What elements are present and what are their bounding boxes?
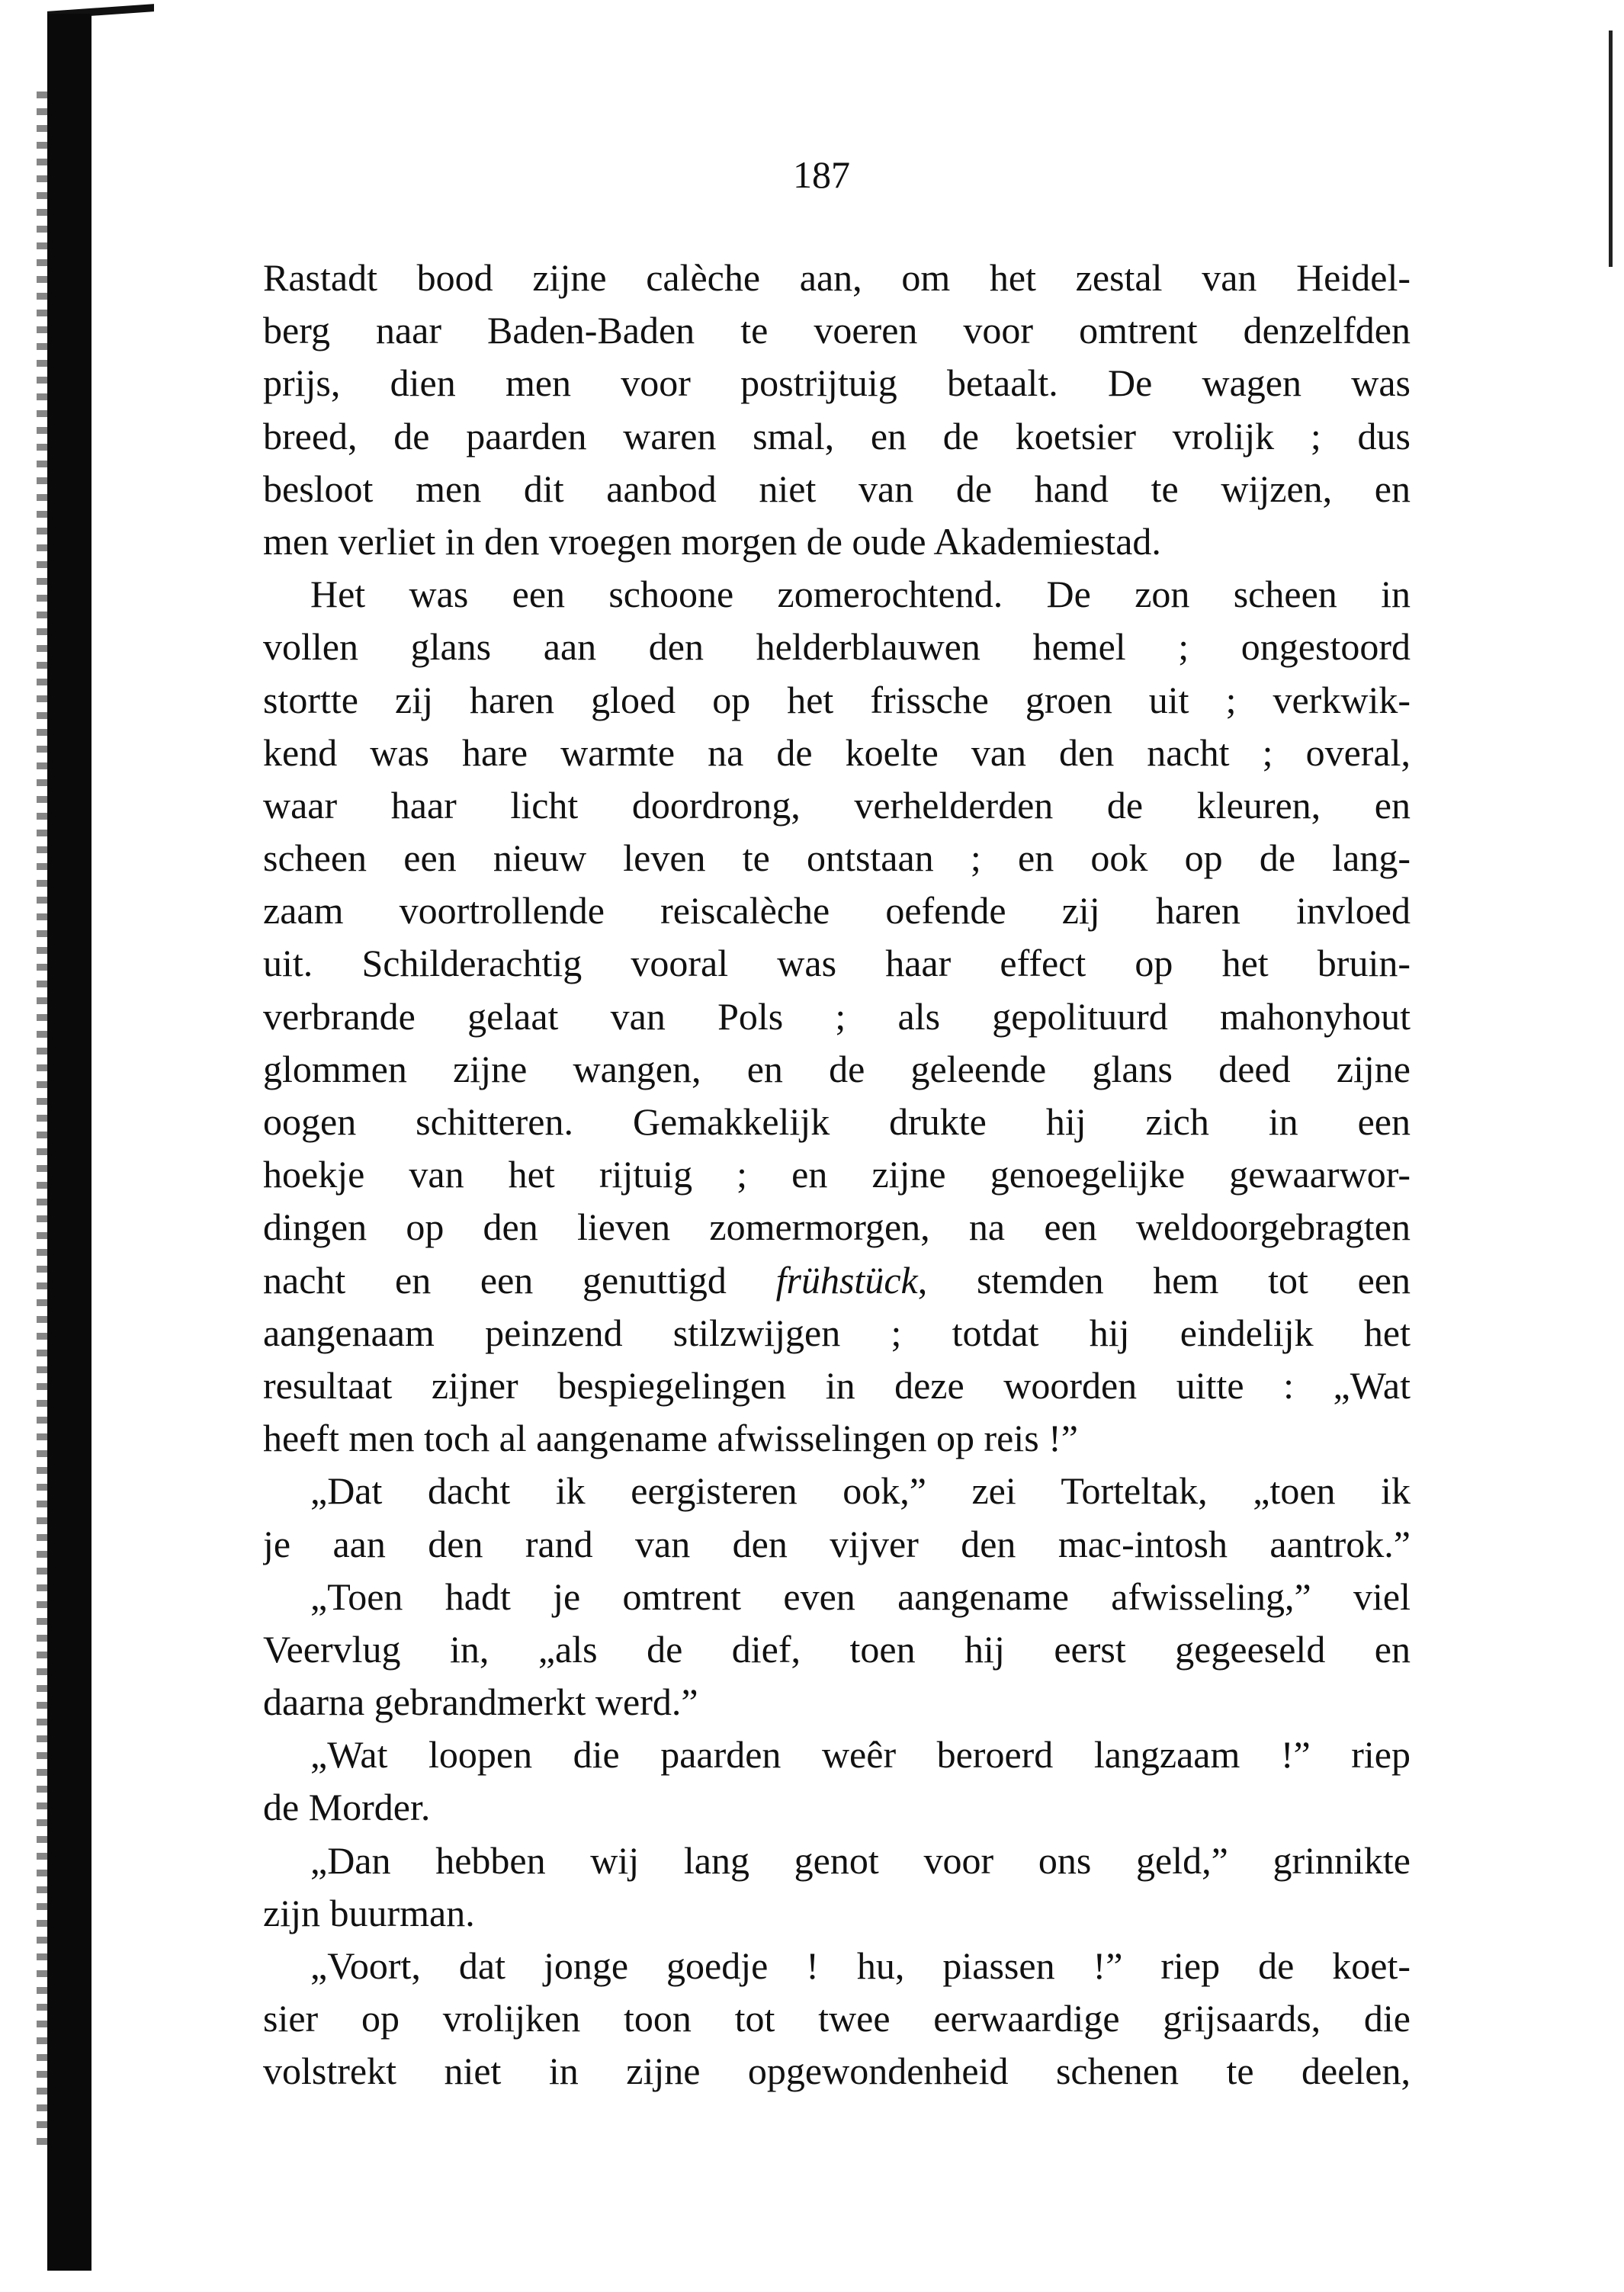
text-line-content: oogen schitteren. Gemakkelijk drukte hij zich in een bbox=[263, 1100, 1411, 1143]
text-line-content: men verliet in den vroegen morgen de oude Akademiestad. bbox=[263, 519, 1161, 563]
text-line bbox=[263, 463, 1411, 515]
text-line-content: zaam voortrollende reiscalèche oefende zij haren invloed bbox=[263, 889, 1411, 933]
text-line-content: volstrekt niet in zijne opgewondenheid schenen te deelen, bbox=[263, 2050, 1411, 2093]
text-line bbox=[263, 1307, 1411, 1359]
text-line-content: resultaat zijner bespiegelingen in deze woorden uitte : „Wat bbox=[263, 1363, 1411, 1407]
text-line bbox=[263, 357, 1411, 409]
text-line-content: waar haar licht doordrong, verhelderden de kleuren, en bbox=[263, 783, 1411, 827]
text-line-content: de Morder. bbox=[263, 1786, 431, 1829]
text-line-content: „Dan hebben wij lang genot voor ons geld,” grinnikte bbox=[310, 1838, 1411, 1882]
text-line-content: Veervlug in, „als de dief, toen hij eerst gegeeseld en bbox=[263, 1627, 1411, 1671]
text-line-content: scheen een nieuw leven te ontstaan ; en ook op de lang- bbox=[263, 836, 1411, 880]
text-line bbox=[263, 1887, 1411, 1940]
text-line bbox=[263, 568, 1411, 621]
text-line-content: prijs, dien men voor postrijtuig betaalt. De wagen was bbox=[263, 361, 1411, 405]
text-line-content: hoekje van het rijtuig ; en zijne genoegelijke gewaarwor- bbox=[263, 1153, 1411, 1196]
binding-edge bbox=[37, 91, 47, 2150]
body-text bbox=[263, 252, 1411, 2098]
text-line-content: dingen op den lieven zomermorgen, na een weldoorgebragten bbox=[263, 1205, 1411, 1249]
page-number: 187 bbox=[793, 153, 850, 196]
text-line bbox=[263, 1940, 1411, 1992]
text-line-content: Rastadt bood zijne calèche aan, om het zestal van Heidel- bbox=[263, 256, 1411, 299]
text-line-content: „Dat dacht ik eergisteren ook,” zei Torteltak, „toen ik bbox=[310, 1469, 1411, 1513]
text-line-content: sier op vrolijken toon tot twee eerwaardige grijsaards, die bbox=[263, 1997, 1411, 2040]
text-line bbox=[263, 832, 1411, 884]
text-line bbox=[263, 674, 1411, 727]
text-line bbox=[263, 779, 1411, 832]
text-line-content: zijn buurman. bbox=[263, 1891, 475, 1934]
text-line bbox=[263, 1781, 1411, 1834]
text-line-content: uit. Schilderachtig vooral was haar effect op het bruin- bbox=[263, 942, 1411, 985]
text-line-content: besloot men dit aanbod niet van de hand te wijzen, en bbox=[263, 467, 1411, 510]
italic-word: frühstück bbox=[775, 1258, 918, 1302]
text-line-content: heeft men toch al aangename afwisselingen op reis !” bbox=[263, 1417, 1078, 1460]
text-line bbox=[263, 1201, 1411, 1254]
text-line bbox=[263, 1412, 1411, 1465]
text-line bbox=[263, 990, 1411, 1043]
text-line-content: verbrande gelaat van Pols ; als gepolituurd mahonyhout bbox=[263, 994, 1411, 1038]
text-line bbox=[263, 1096, 1411, 1148]
text-line-content: stortte zij haren gloed op het frissche groen uit ; verkwik- bbox=[263, 678, 1411, 721]
text-line-content: kend was hare warmte na de koelte van den nacht ; overal, bbox=[263, 730, 1411, 774]
text-line bbox=[263, 727, 1411, 779]
text-line-content: nacht en een genuttigd bbox=[263, 1258, 727, 1302]
text-line-content: glommen zijne wangen, en de geleende glans deed zijne bbox=[263, 1047, 1411, 1090]
text-line-content: aangenaam peinzend stilzwijgen ; totdat hij eindelijk het bbox=[263, 1311, 1411, 1354]
page-edge-line bbox=[1609, 30, 1613, 267]
text-line-content: „Toen hadt je omtrent even aangename afwisseling,” viel bbox=[310, 1575, 1411, 1618]
text-line bbox=[263, 1729, 1411, 1781]
text-line-content: daarna gebrandmerkt werd.” bbox=[263, 1680, 698, 1724]
text-line-content: Het was een schoone zomerochtend. De zon scheen in bbox=[310, 573, 1411, 616]
text-line bbox=[263, 1518, 1411, 1571]
text-line-content: „Voort, dat jonge goedje ! hu, piassen !” riep de koet- bbox=[310, 1944, 1411, 1987]
text-line-content: „Wat loopen die paarden weêr beroerd langzaam !” riep bbox=[310, 1733, 1411, 1777]
text-line bbox=[263, 621, 1411, 673]
text-line bbox=[263, 937, 1411, 990]
text-line bbox=[263, 1254, 1411, 1307]
text-line bbox=[263, 1043, 1411, 1096]
text-line bbox=[263, 1835, 1411, 1887]
text-line-content: vollen glans aan den helderblauwen hemel ; ongestoord bbox=[263, 625, 1411, 669]
text-line-content: je aan den rand van den vijver den mac-intosh aantrok.” bbox=[263, 1522, 1411, 1565]
text-line bbox=[263, 304, 1411, 357]
text-line bbox=[263, 1992, 1411, 2045]
text-line bbox=[263, 1571, 1411, 1623]
text-line-rest: , stemden hem tot een bbox=[917, 1258, 1411, 1302]
text-line-content: berg naar Baden-Baden te voeren voor omtrent denzelfden bbox=[263, 309, 1411, 352]
text-line-content: breed, de paarden waren smal, en de koetsier vrolijk ; dus bbox=[263, 414, 1411, 457]
text-line bbox=[263, 1465, 1411, 1517]
text-line bbox=[263, 1623, 1411, 1676]
text-line bbox=[263, 1676, 1411, 1729]
text-line bbox=[263, 410, 1411, 463]
text-line bbox=[263, 515, 1411, 568]
text-line bbox=[263, 2045, 1411, 2098]
book-binding-shadow bbox=[47, 14, 91, 2271]
text-line bbox=[263, 252, 1411, 304]
text-line bbox=[263, 884, 1411, 937]
text-line bbox=[263, 1359, 1411, 1412]
text-line bbox=[263, 1148, 1411, 1201]
